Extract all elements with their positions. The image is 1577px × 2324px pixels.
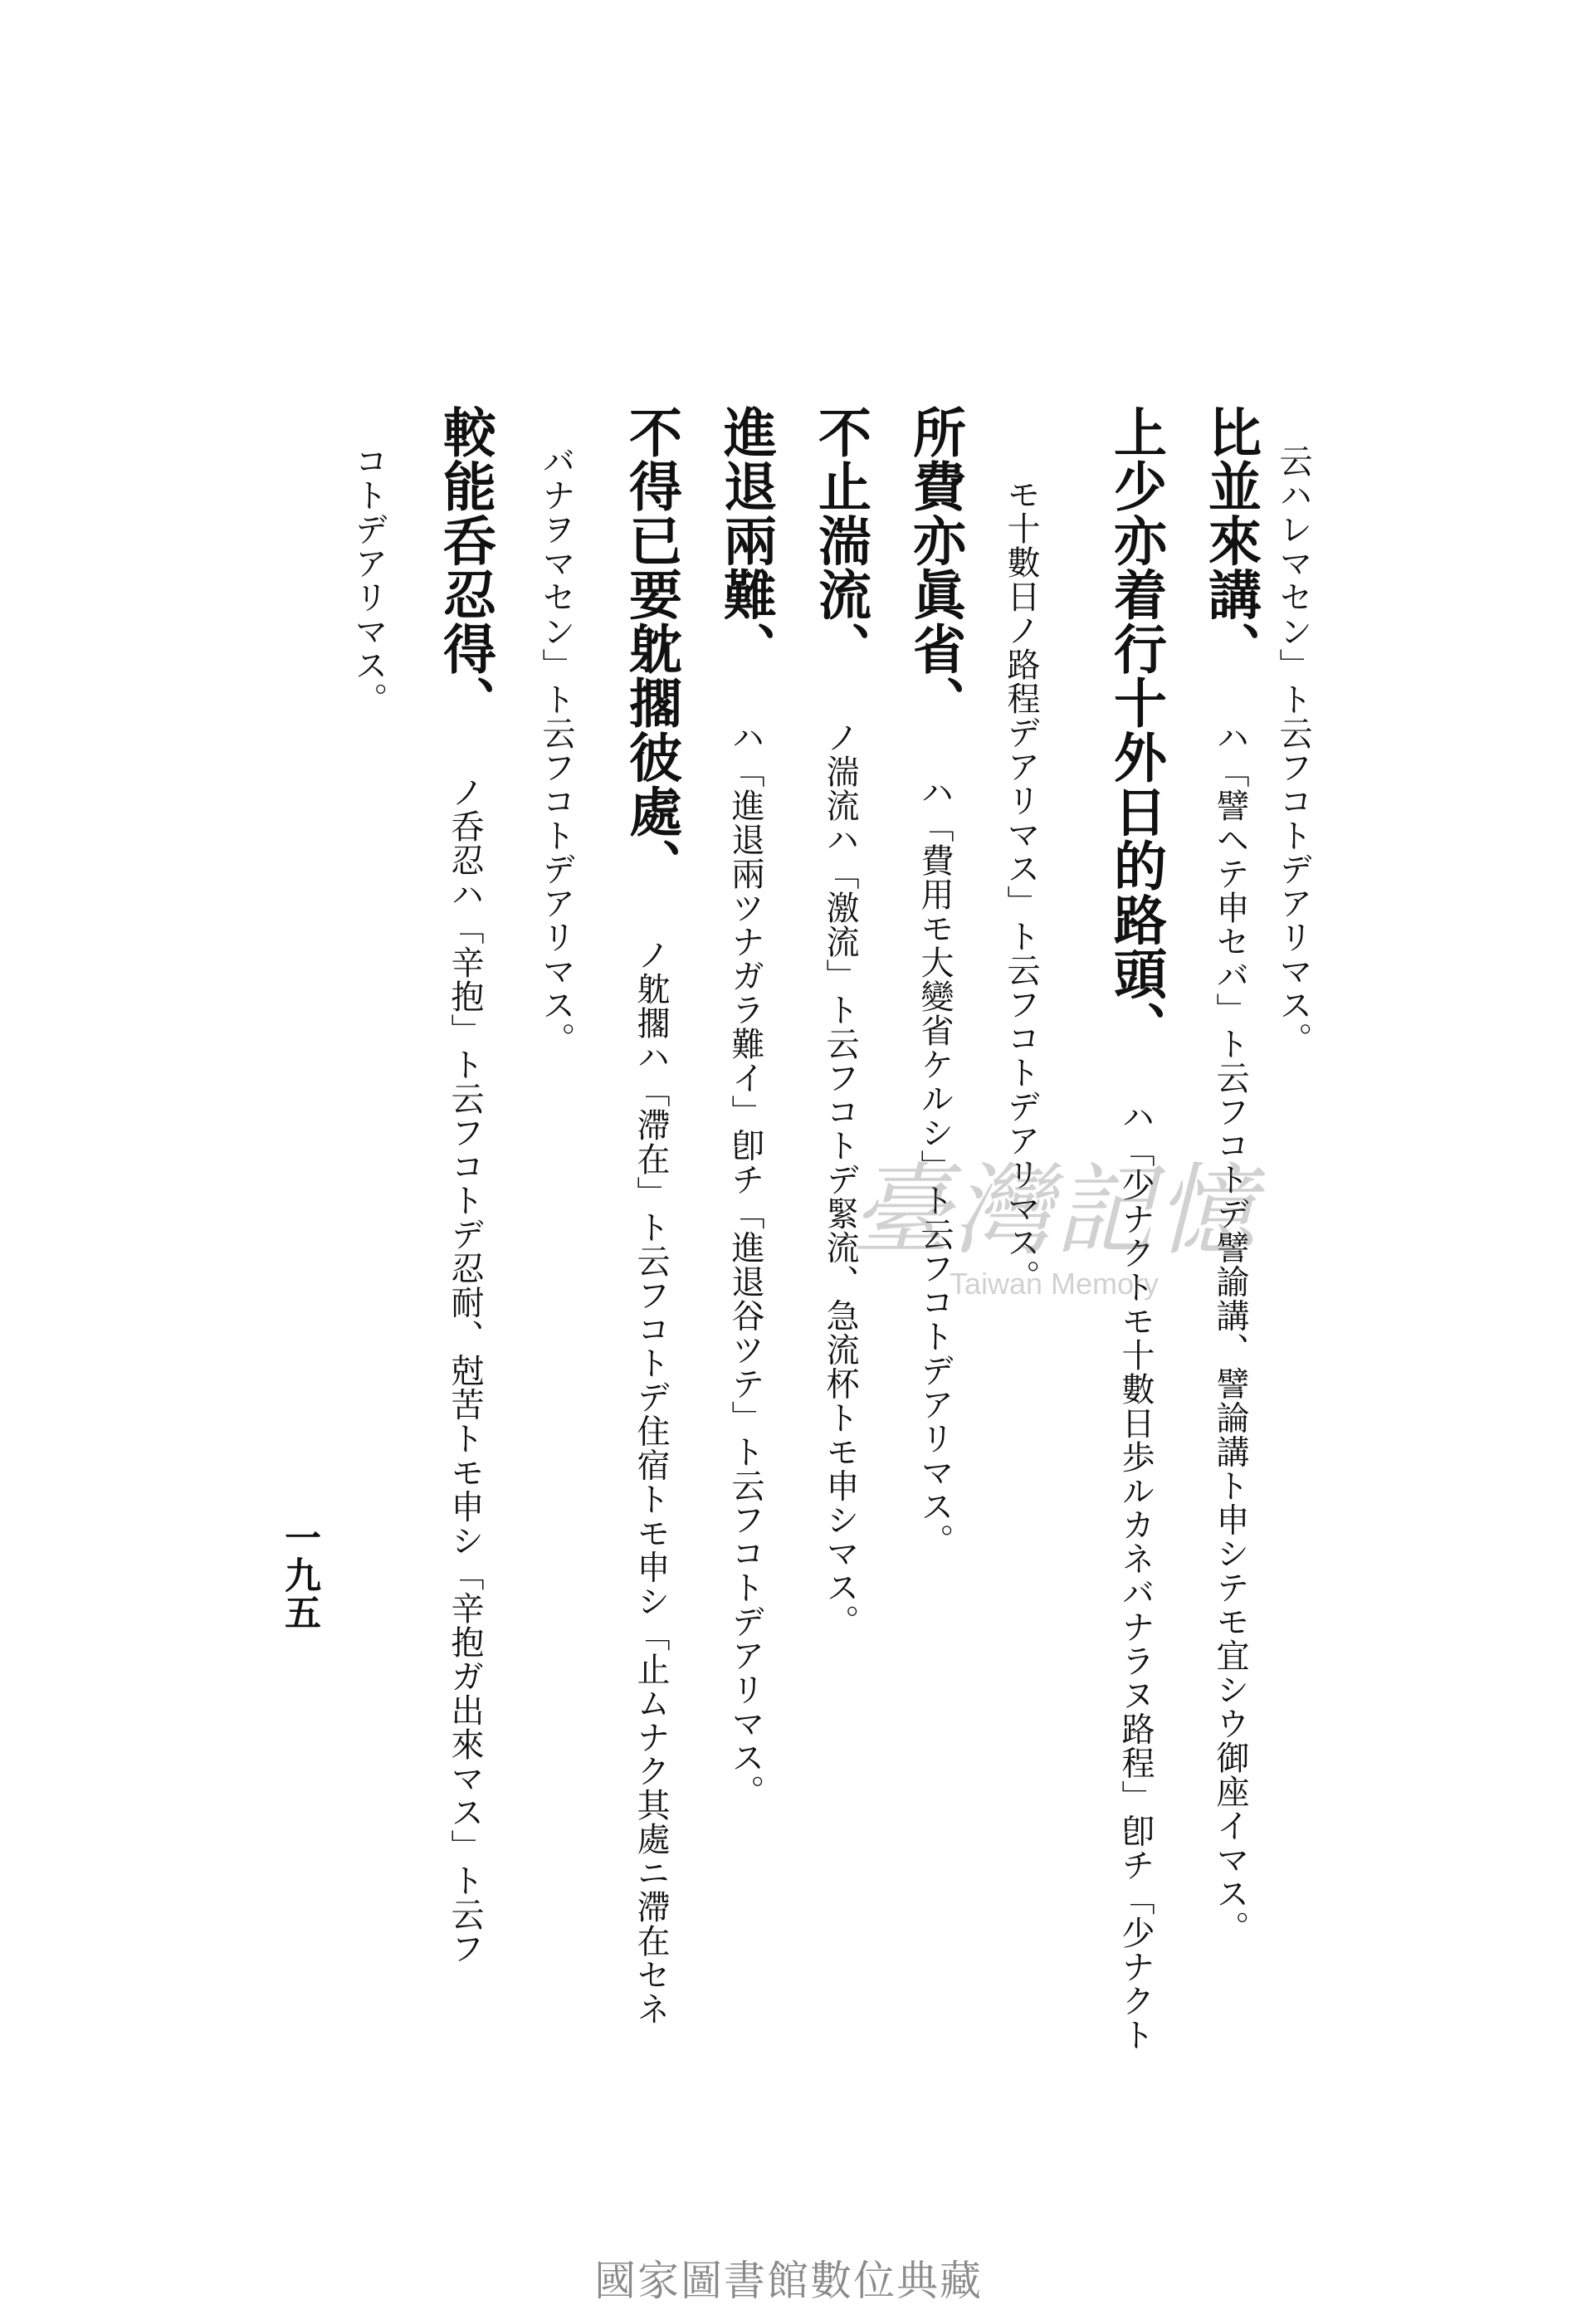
- footer-credit: 國家圖書館數位典藏: [594, 2257, 983, 2305]
- column-text: ハ「少ナクトモ十數日歩ルカネバナラヌ路程」卽チ「少ナクト: [1116, 1100, 1155, 2053]
- text-column-7: [715, 405, 777, 1809]
- column-text: バナヲマセン」ト云フコトデアリマス。: [537, 444, 575, 1057]
- text-column-10: [434, 405, 496, 1965]
- column-text: ハ「譬ヘテ申セバ」ト云フコトデ譬諭講、譬論講ト申シテモ宜シウ御座イマス。: [1211, 720, 1249, 1945]
- watermark-chinese: 臺灣記憶: [851, 1154, 1257, 1269]
- column-heading: 比並來講、: [1199, 405, 1262, 676]
- column-heading: 上少亦着行十外日的路頭、: [1105, 405, 1167, 1056]
- page-number: 一九五: [278, 1519, 320, 1631]
- column-heading: 不得已要躭擱彼處、: [620, 405, 682, 893]
- column-text: 云ハレマセン」ト云フコトデアリマス。: [1274, 444, 1312, 1057]
- text-column-6: [809, 405, 872, 1639]
- column-heading: 進退兩難、: [715, 405, 777, 676]
- text-column-9: [537, 444, 575, 1057]
- text-column-1: [1274, 444, 1312, 1057]
- column-heading: 不止湍流、: [809, 405, 872, 676]
- watermark: [813, 1154, 1295, 1301]
- text-column-5: [904, 405, 966, 1557]
- column-text: ノ呑忍ハ「辛抱」ト云フコトデ忍耐、尅苦トモ申シ「辛抱ガ出來マス」ト云フ: [446, 774, 484, 1965]
- watermark-english: Taiwan Memory: [949, 1267, 1160, 1301]
- column-text: ハ「進退兩ツナガラ難イ」卽チ「進退谷ツテ」ト云フコトデアリマス。: [726, 720, 764, 1809]
- text-column-11: [349, 444, 388, 716]
- column-text: コトデアリマス。: [349, 444, 388, 716]
- column-heading: 所費亦眞省、: [904, 405, 966, 730]
- column-text: ハ「費用モ大變省ケルシ」ト云フコトデアリマス。: [915, 774, 954, 1557]
- column-text: モ十數日ノ路程デアリマス」ト云フコトデアリマス。: [1002, 477, 1040, 1294]
- column-text: ノ湍流ハ「激流」ト云フコトデ緊流、急流杯トモ申シマス。: [821, 720, 859, 1639]
- column-text: ノ躭擱ハ「滯在」ト云フコトデ住宿トモ申シ「止ムナク其處ニ滯在セネ: [632, 937, 670, 2026]
- column-heading: 較能呑忍得、: [434, 405, 496, 730]
- text-column-8: [620, 405, 682, 2026]
